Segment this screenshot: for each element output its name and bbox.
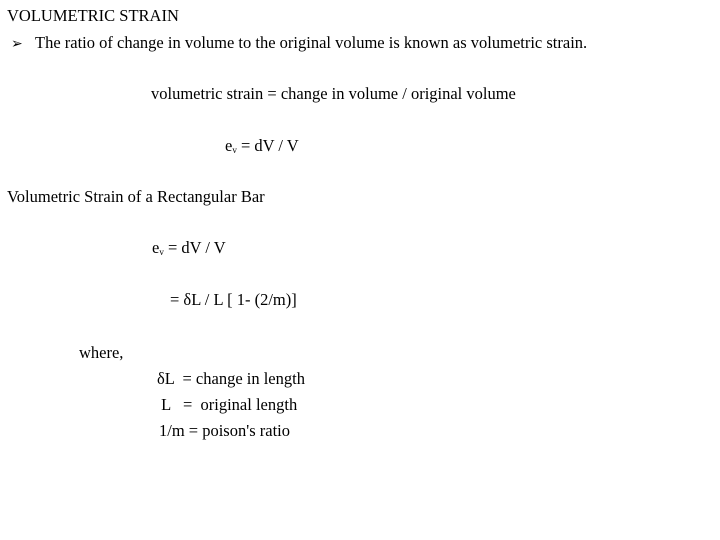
definition-item: L = original length — [157, 395, 298, 414]
strain-subscript: v — [159, 247, 164, 257]
strain-subscript: v — [232, 145, 237, 155]
formula-rhs: = dV / V — [240, 136, 299, 155]
bullet-text: The ratio of change in volume to the original volume is known as volumetric strain. — [35, 33, 588, 52]
bar-strain-formula — [152, 238, 226, 258]
bullet-item — [11, 33, 587, 54]
where-label: where, — [79, 343, 124, 362]
strain-symbol: e — [225, 136, 233, 155]
section-title: Volumetric Strain of a Rectangular Bar — [7, 187, 265, 206]
strain-symbol: e — [152, 238, 160, 257]
formula-rhs: = dV / V — [167, 238, 226, 257]
arrow-bullet-icon: ➢ — [11, 36, 23, 52]
volumetric-strain-formula — [225, 136, 299, 156]
page-heading: VOLUMETRIC STRAIN — [7, 6, 179, 25]
bar-strain-expanded-formula: = δL / L [ 1- (2/m)] — [170, 290, 297, 309]
definition-item: 1/m = poison's ratio — [159, 421, 290, 440]
definition-equation: volumetric strain = change in volume / original volume — [151, 84, 516, 103]
definition-item: δL = change in length — [157, 369, 305, 388]
